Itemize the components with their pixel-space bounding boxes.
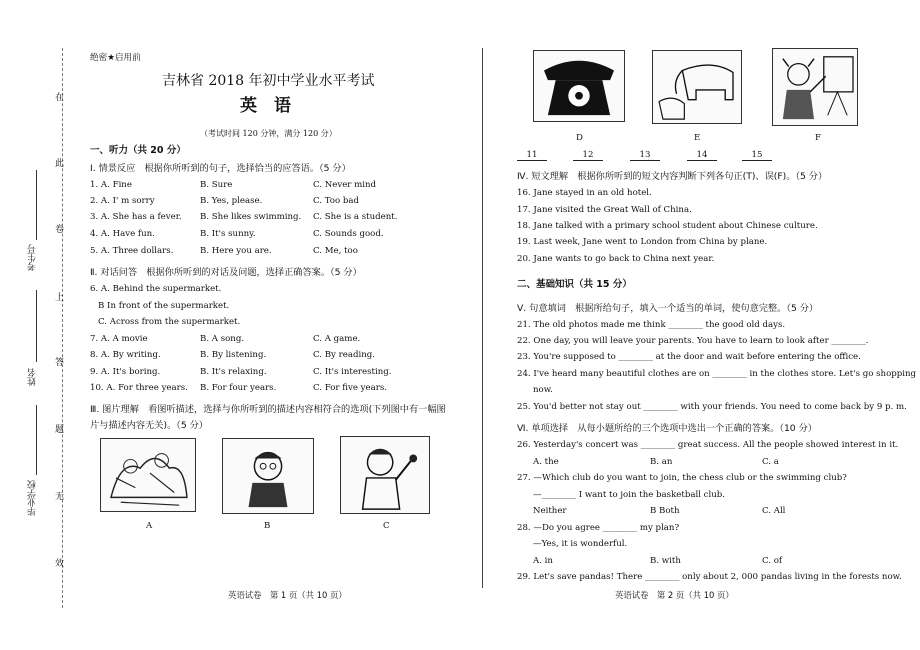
secret-mark: 绝密★启用前 [90,53,141,63]
binding-char: 在 [55,93,65,103]
option: C. Sounds good. [313,229,384,239]
subject-title: 英 语 [240,96,291,116]
section-heading: Ⅳ. 短文理解 根据你所听到的短文内容判断下列各句正(T)、误(F)。（5 分） [517,171,828,182]
option: C. She is a student. [313,212,398,222]
picture-d-telephone [533,50,625,122]
option: B. A song. [200,334,245,344]
question: 23. You're supposed to ________ at the door and wait before entering the office. [517,352,861,362]
statement: 17. Jane visited the Great Wall of China. [517,205,692,215]
question: 21. The old photos made me think ________ the good old days. [517,320,786,330]
option: A. the [533,457,559,467]
answer-blank-14[interactable]: 14 [687,151,717,161]
part-heading: 一、听力（共 20 分） [90,145,186,156]
option: B. She likes swimming. [200,212,302,222]
picture-b-boy-with-glasses [222,438,314,514]
question: 27. —Which club do you want to join, the chess club or the swimming club? [517,473,847,483]
option: C. Me, too [313,246,358,256]
exam-title: 吉林省 2018 年初中学业水平考试 [162,73,375,89]
option: C. By reading. [313,350,375,360]
question: 24. I've heard many beautiful clothes are on ________ in the clothes store. Let's go shopping [517,369,917,379]
option: 10. A. For three years. [90,383,188,393]
exam-no-line [36,170,37,240]
question-cont: —________ I want to join the basketball club. [533,490,726,500]
section-heading: Ⅵ. 单项选择 从每小题所给的三个选项中选出一个正确的答案。（10 分） [517,423,817,434]
exam-no-label: 考生号 [28,244,38,271]
page-footer: 英语试卷 第 2 页（共 10 页） [615,590,734,600]
name-line [36,290,37,362]
section-heading: Ⅱ. 对话问答 根据你所听到的对话及问题，选择正确答案。（5 分） [90,267,362,278]
option: B. Yes, please. [200,196,263,206]
picture-a-fighting-illustration [100,438,196,512]
question-cont: —Yes, it is wonderful. [533,539,628,549]
option: C. a [762,457,779,467]
answer-blank-11[interactable]: 11 [517,151,547,161]
statement: 19. Last week, Jane went to London from China by plane. [517,237,768,247]
question: 22. One day, you will leave your parents. You have to learn to look after ________. [517,336,869,346]
page-footer: 英语试卷 第 1 页（共 10 页） [228,590,347,600]
picture-label: C [383,521,390,531]
picture-label: B [264,521,271,531]
option: 3. A. She has a fever. [90,212,182,222]
option: B. For four years. [200,383,277,393]
statement: 16. Jane stayed in an old hotel. [517,188,652,198]
question: 29. Let's save pandas! There ________ only about 2, 000 pandas living in the forests now. [517,572,902,582]
question: 25. You'd better not stay out ________ with your friends. You need to come back by 9 p. m. [517,402,907,412]
statement: 18. Jane talked with a primary school student about Chinese culture. [517,221,818,231]
option: 2. A. I' m sorry [90,196,155,206]
exam-info: （考试时间 120 分钟，满分 120 分） [200,129,337,138]
question-cont: now. [533,385,553,395]
binding-char: 卷 [55,225,65,235]
option: C. A game. [313,334,361,344]
part-heading: 二、基础知识（共 15 分） [517,279,632,290]
option: B. an [650,457,673,467]
picture-label: F [815,133,821,143]
option: C. It's interesting. [313,367,392,377]
question: 28. —Do you agree ________ my plan? [517,523,680,533]
option: B. Here you are. [200,246,272,256]
binding-char: 答 [55,358,65,368]
picture-e-elephants [652,50,742,124]
option: C. Across from the supermarket. [98,317,241,327]
section-heading: Ⅰ. 情景反应 根据你所听到的句子，选择恰当的应答语。（5 分） [90,163,351,174]
answer-blank-15[interactable]: 15 [742,151,772,161]
option: 4. A. Have fun. [90,229,155,239]
binding-char: 效 [55,559,65,569]
binding-char: 无 [55,492,65,502]
answer-blank-13[interactable]: 13 [630,151,660,161]
section-heading-cont: 片与描述内容无关)。（5 分） [90,420,208,431]
option: C. of [762,556,783,566]
page-divider [482,48,483,588]
school-label: 毕业学校 [28,480,38,516]
answer-blank-12[interactable]: 12 [573,151,603,161]
picture-label: A [146,521,153,531]
option: 7. A. A movie [90,334,148,344]
binding-char: 题 [55,425,65,435]
question: 26. Yesterday's concert was ________ great success. All the people showed interest in it. [517,440,899,450]
name-label: 姓名 [28,368,38,386]
option: A. in [533,556,553,566]
option: C. For five years. [313,383,387,393]
option: B. with [650,556,681,566]
option: B. By listening. [200,350,267,360]
section-heading: Ⅴ. 句意填词 根据所给句子，填入一个适当的单词，使句意完整。（5 分） [517,303,819,314]
binding-char: 此 [55,159,65,169]
option: C. Never mind [313,180,377,190]
option: 6. A. Behind the supermarket. [90,284,222,294]
option: 8. A. By writing. [90,350,161,360]
option: 1. A. Fine [90,180,132,190]
option: 5. A. Three dollars. [90,246,174,256]
option: C. Too bad [313,196,360,206]
option: 9. A. It's boring. [90,367,161,377]
section-heading: Ⅲ. 图片理解 看图听描述，选择与你所听到的描述内容相符合的选项(下列图中有一幅图 [90,404,446,415]
picture-label: D [576,133,583,143]
statement: 20. Jane wants to go back to China next year. [517,254,715,264]
picture-c-boy-singing [340,436,430,514]
option: B. It's sunny. [200,229,256,239]
option: B. It's relaxing. [200,367,267,377]
option: B In front of the supermarket. [98,301,230,311]
binding-dashed-line [62,48,63,608]
option: C. All [762,506,786,516]
option: Neither [533,506,567,516]
option: B. Sure [200,180,233,190]
picture-label: E [694,133,701,143]
school-line [36,405,37,475]
picture-f-girl-painting [772,48,858,126]
option: B Both [650,506,680,516]
binding-char: 上 [55,293,65,303]
